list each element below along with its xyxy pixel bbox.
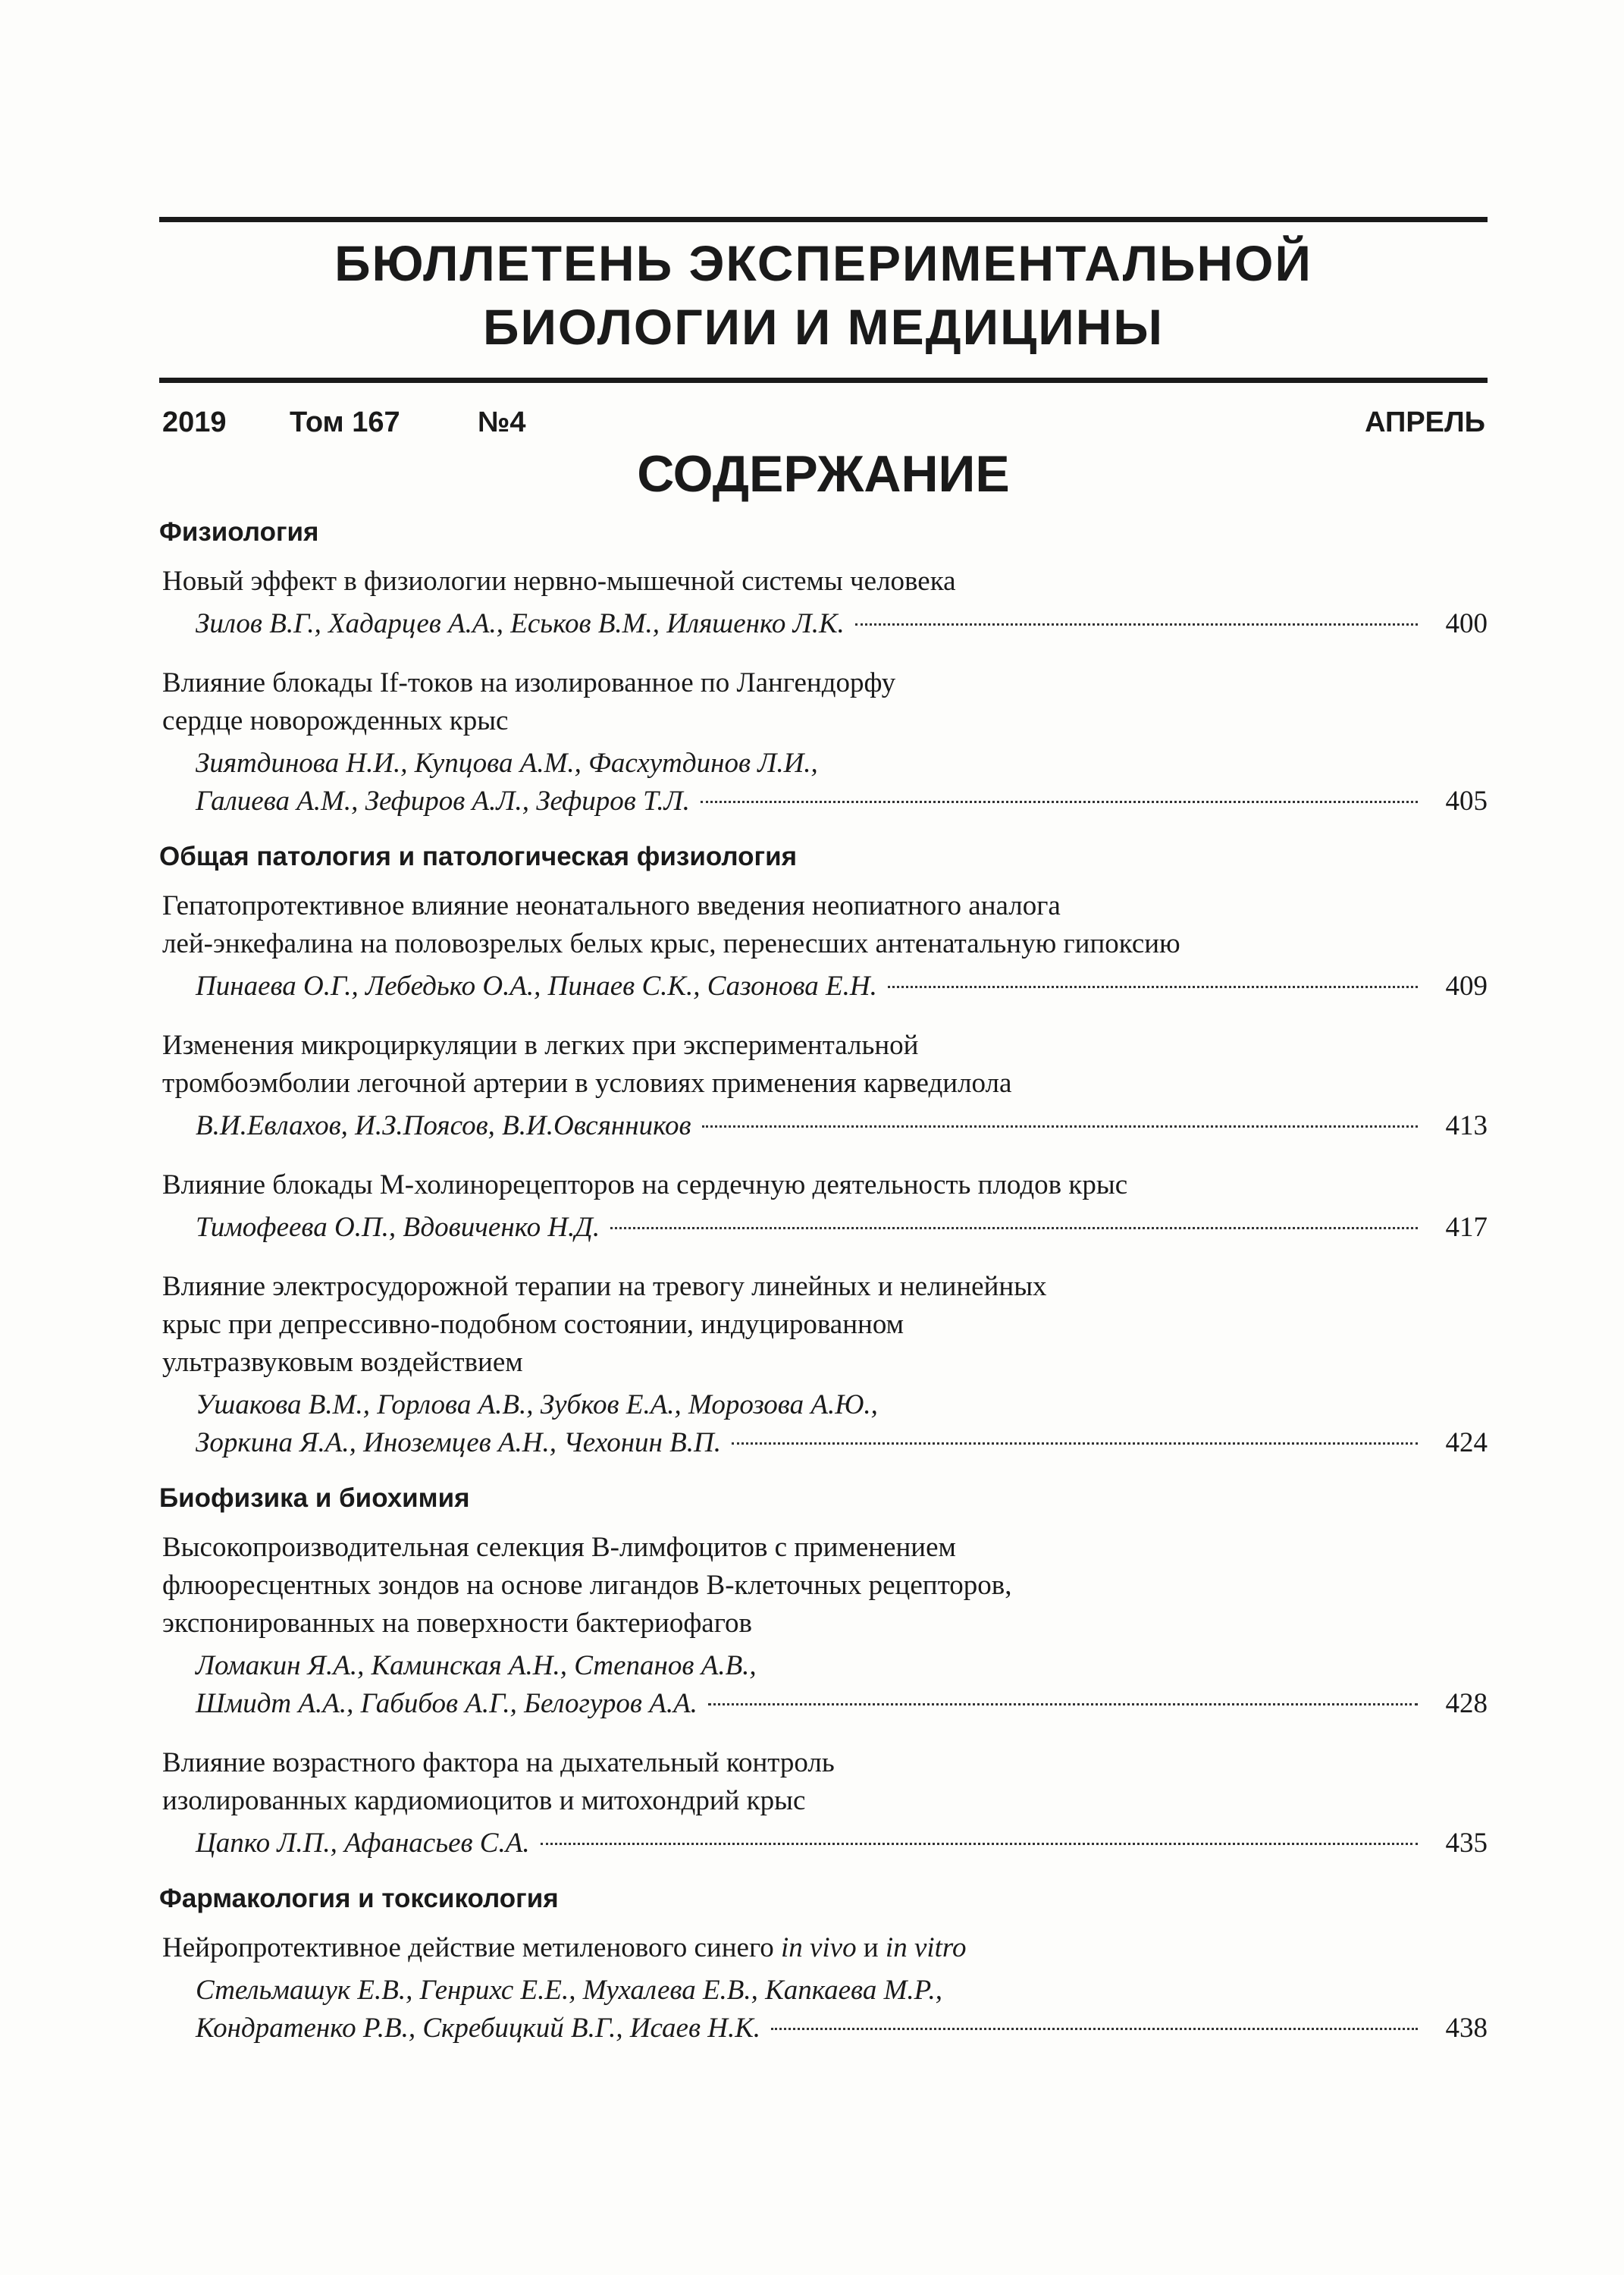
authors-line: Зоркина Я.А., Иноземцев А.Н., Чехонин В.П. — [196, 1427, 721, 1458]
dot-leader — [732, 1442, 1418, 1445]
table-of-contents — [159, 516, 1488, 2069]
issue-month: АПРЕЛЬ — [1365, 406, 1485, 438]
issue-number: №4 — [478, 406, 526, 438]
article-authors — [196, 1825, 1488, 1862]
section-heading: Физиология — [159, 517, 319, 547]
article-title: Изменения микроциркуляции в легких при экспериментальной тромбоэмболии легочной артерии в условиях применения карведилола — [162, 1030, 1012, 1099]
authors-line: Стельмашук Е.В., Генрихс Е.Е., Мухалева Е.В., Капкаева М.Р., — [196, 1975, 943, 2006]
article-authors — [196, 1647, 1488, 1723]
title-italic-term: in vitro — [885, 1932, 967, 1963]
issue-year: 2019 — [162, 406, 227, 438]
dot-leader — [855, 623, 1418, 626]
authors-line: Зиятдинова Н.И., Купцова А.М., Фасхутдинов Л.И., — [196, 748, 818, 779]
title-text: Нейропротективное действие метиленового синего — [162, 1932, 774, 1963]
article-title: Влияние возрастного фактора на дыхательный контроль изолированных кардиомиоцитов и митохондрий крыс — [162, 1747, 835, 1816]
authors-line: В.И.Евлахов, И.З.Поясов, В.И.Овсянников — [196, 1110, 691, 1141]
authors-line: Цапко Л.П., Афанасьев С.А. — [196, 1828, 530, 1859]
article-title: Новый эффект в физиологии нервно-мышечной системы человека — [162, 566, 956, 597]
page-number: 438 — [1445, 2013, 1488, 2044]
toc-entry[interactable] — [159, 1268, 1488, 1462]
article-title: Высокопроизводительная селекция В-лимфоцитов с применением флюоресцентных зондов на основе лигандов В-клеточных рецепторов, экспонированных на поверхности бактериофагов — [162, 1532, 1012, 1639]
page-number: 435 — [1445, 1828, 1488, 1859]
page-number: 417 — [1445, 1212, 1488, 1243]
page-number: 409 — [1445, 971, 1488, 1002]
dot-leader — [771, 2028, 1418, 2030]
article-authors — [196, 605, 1488, 643]
page-number: 405 — [1445, 786, 1488, 817]
article-authors — [196, 1107, 1488, 1145]
dot-leader — [708, 1703, 1418, 1705]
article-title: Влияние блокады М-холинорецепторов на сердечную деятельность плодов крыс — [162, 1169, 1128, 1200]
article-authors — [196, 968, 1488, 1006]
section-heading: Фармакология и токсикология — [159, 1884, 559, 1913]
article-title: Влияние блокады If-токов на изолированное по Лангендорфу сердце новорожденных крыс — [162, 667, 896, 736]
top-rule — [159, 217, 1488, 222]
article-title: Гепатопротективное влияние неонатального введения неопиатного аналога лей-энкефалина на половозрелых белых крыс, перенесших антенатальную гипоксию — [162, 890, 1180, 959]
article-authors — [196, 1972, 1488, 2048]
journal-title: БЮЛЛЕТЕНЬ ЭКСПЕРИМЕНТАЛЬНОЙ БИОЛОГИИ И МЕДИЦИНЫ — [334, 235, 1312, 355]
section-heading: Биофизика и биохимия — [159, 1483, 470, 1513]
authors-line: Пинаева О.Г., Лебедько О.А., Пинаев С.К., Сазонова Е.Н. — [196, 971, 877, 1002]
toc-entry[interactable] — [159, 1166, 1488, 1247]
dot-leader — [888, 986, 1418, 988]
authors-line: Зилов В.Г., Хадарцев А.А., Еськов В.М., Иляшенко Л.К. — [196, 608, 845, 639]
title-italic-term: in vivo — [780, 1932, 857, 1963]
toc-entry[interactable] — [159, 1744, 1488, 1862]
masthead-bottom-rule — [159, 378, 1488, 383]
toc-entry[interactable] — [159, 887, 1488, 1006]
dot-leader — [701, 801, 1418, 803]
toc-entry[interactable] — [159, 1027, 1488, 1145]
page-number: 424 — [1445, 1427, 1488, 1458]
title-conjunction: и — [863, 1932, 879, 1963]
authors-line: Кондратенко Р.В., Скребицкий В.Г., Исаев Н.К. — [196, 2013, 761, 2044]
toc-entry[interactable] — [159, 1929, 1488, 2048]
toc-entry[interactable] — [159, 664, 1488, 821]
page-number: 413 — [1445, 1110, 1488, 1141]
article-title: Влияние электросудорожной терапии на тревогу линейных и нелинейных крыс при депрессивно-подобном состоянии, индуцированном ультразвуковым воздействием — [162, 1271, 1047, 1378]
article-authors — [196, 1386, 1488, 1462]
authors-line: Ломакин Я.А., Каминская А.Н., Степанов А.В., — [196, 1650, 757, 1681]
dot-leader — [541, 1843, 1418, 1845]
toc-entry[interactable] — [159, 563, 1488, 643]
authors-line: Галиева А.М., Зефиров А.Л., Зефиров Т.Л. — [196, 786, 690, 817]
dot-leader — [610, 1227, 1418, 1229]
section-heading: Общая патология и патологическая физиология — [159, 842, 798, 871]
contents-heading: СОДЕРЖАНИЕ — [637, 445, 1010, 503]
article-title — [162, 1929, 1488, 1967]
page-number: 428 — [1445, 1688, 1488, 1719]
authors-line: Тимофеева О.П., Вдовиченко Н.Д. — [196, 1212, 600, 1243]
authors-line: Шмидт А.А., Габибов А.Г., Белогуров А.А. — [196, 1688, 698, 1719]
issue-volume: Том 167 — [290, 406, 400, 438]
article-authors — [196, 1209, 1488, 1247]
toc-entry[interactable] — [159, 1529, 1488, 1723]
article-authors — [196, 745, 1488, 821]
authors-line: Ушакова В.М., Горлова А.В., Зубков Е.А., Морозова А.Ю., — [196, 1389, 878, 1420]
page-number: 400 — [1445, 608, 1488, 639]
dot-leader — [702, 1125, 1418, 1128]
